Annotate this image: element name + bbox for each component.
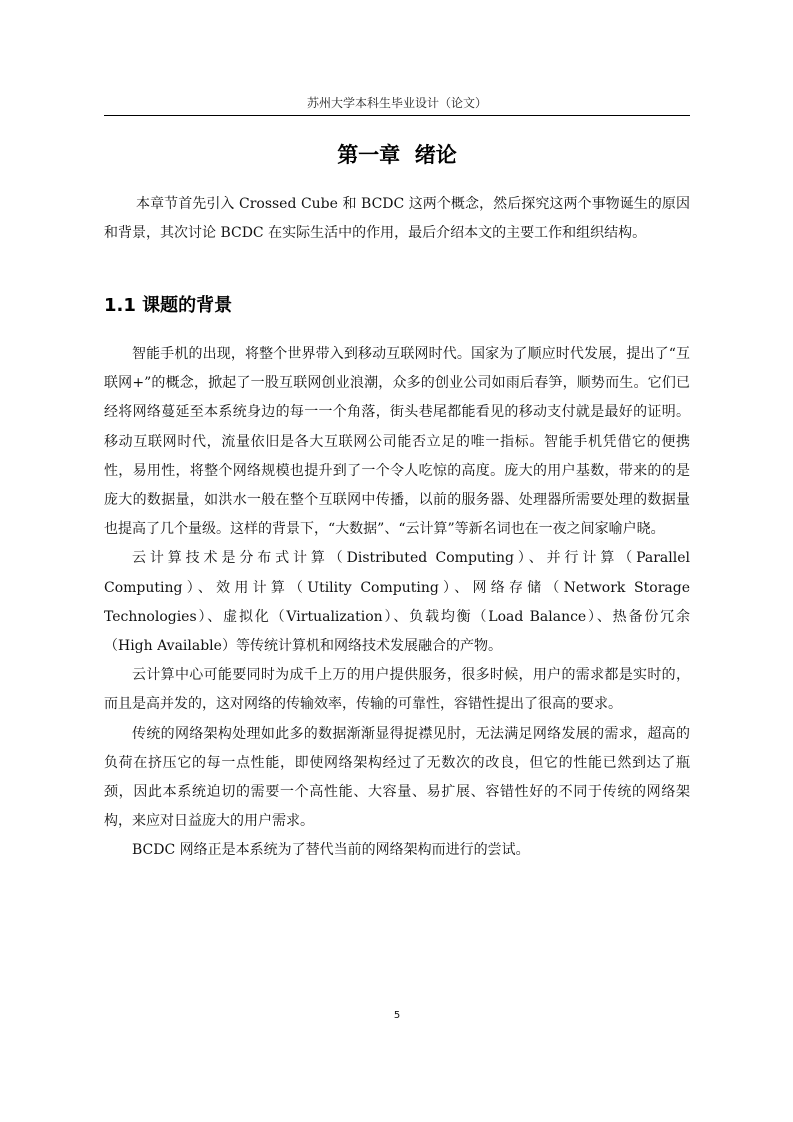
body-paragraph: BCDC 网络正是本系统为了替代当前的网络架构而进行的尝试。: [132, 842, 530, 859]
page-number: 5: [393, 1010, 401, 1021]
running-header: 苏州大学本科生毕业设计（论文）: [306, 96, 487, 110]
body-paragraph: 智能手机的出现，将整个世界带入到移动互联网时代。国家为了顺应时代发展，提出了“互联网+”的概念，掀起了一股互联网创业浪潮，众多的创业公司如雨后春笋，顺势而生。它们已经将网络蔓延至本系统身边的每一一个角落，街头巷尾都能看见的移动支付就是最好的证明。移动互联网时代，流量依旧是各大互联网公司能否立足的唯一指标。智能手机凭借它的便携性，易用性，将整个网络规模也提升到了一个令人吃惊的高度。庞大的用户基数，带来的的是庞大的数据量，如洪水一般在整个互联网中传播，以前的服务器、处理器所需要处理的数据量也提高了几个量级。这样的背景下，“大数据”、“云计算”等新名词也在一夜之间家喻户晓。: [104, 346, 690, 538]
section-title: 1.1 课题的背景: [104, 295, 233, 316]
body-paragraph: 云计算技术是分布式计算（Distributed Computing）、并行计算（Parallel Computing）、效用计算（Utility Computing）、网络存储（Network Storage Technologies）、虚拟化（Virtualization）、负载均衡（Load Balance）、热备份冗余（High Available）等传统计算机和网络技术发展融合的产物。: [104, 550, 690, 655]
header-rule: [104, 115, 690, 116]
body-paragraph: 云计算中心可能要同时为成千上万的用户提供服务，很多时候，用户的需求都是实时的，而且是高并发的，这对网络的传输效率，传输的可靠性，容错性提出了很高的要求。: [104, 667, 690, 713]
section-body: [104, 340, 690, 866]
chapter-title: 第一章 绪论: [337, 143, 457, 167]
chapter-intro-paragraph: 本章节首先引入 Crossed Cube 和 BCDC 这两个概念，然后探究这两个事物诞生的原因和背景，其次讨论 BCDC 在实际生活中的作用，最后介绍本文的主要工作和组织结构。: [104, 196, 690, 242]
body-paragraph: 传统的网络架构处理如此多的数据渐渐显得捉襟见肘，无法满足网络发展的需求，超高的负荷在挤压它的每一点性能，即使网络架构经过了无数次的改良，但它的性能已然到达了瓶颈，因此本系统迫切的需要一个高性能、大容量、易扩展、容错性好的不同于传统的网络架构，来应对日益庞大的用户需求。: [104, 725, 690, 830]
